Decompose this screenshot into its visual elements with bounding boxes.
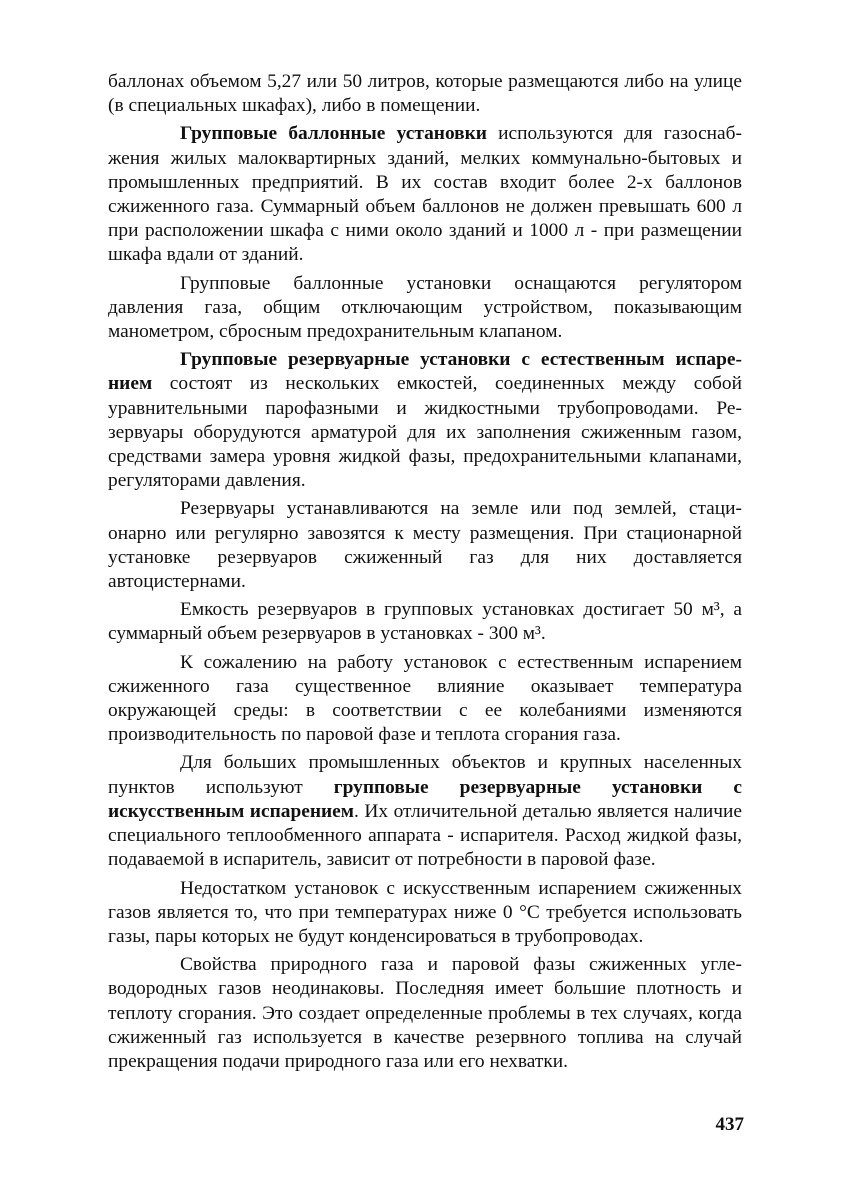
paragraph-text: используются для газоснабжения жилых малоквартирных зданий, мелких коммунально-бытовых и промышленных предприятий. В их состав входит более 2-х баллонов сжиженного газа. Суммарный объем баллонов не должен превышать 600 л при расположении шкафа с ними около зданий и 1000 л - при размещении шкафа вдали от зданий. <box>108 123 742 266</box>
paragraph-7 <box>108 651 742 748</box>
paragraph-text: Для больших промышленных объектов и крупных населенных пунктов используют <box>108 752 742 798</box>
paragraph-text: баллонах объемом 5,27 или 50 литров, которые размещаются либо на улице (в специальных шкафах), либо в помещении. <box>108 71 742 117</box>
paragraph-2 <box>108 122 742 267</box>
paragraph-8 <box>108 751 742 872</box>
paragraph-text: Групповые баллонные установки оснащаются регулятором давления газа, общим отключающим устройством, показывающим манометром, сбросным предохранительным клапаном. <box>108 272 742 343</box>
bold-term: Групповые баллонные установки <box>180 123 487 145</box>
paragraph-6 <box>108 598 742 646</box>
paragraph-1 <box>108 70 742 118</box>
paragraph-text: Резервуары устанавливаются на земле или под землей, стационарно или регулярно завозятся к месту размещения. При стационарной установке резервуаров сжиженный газ для них доставляется автоцистернами. <box>108 498 742 593</box>
paragraph-10 <box>108 953 742 1074</box>
paragraph-text: К сожалению на работу установок с естественным испарением сжиженного газа существенное влияние оказывает температура окружающей среды: в соответствии с ее колебаниями изменяются производительность по паровой фазе и теплота сгорания газа. <box>108 651 742 746</box>
paragraph-9 <box>108 877 742 950</box>
paragraph-text: Недостатком установок с искусственным испарением сжиженных газов является то, что при температурах ниже 0 °С требуется использовать газы, пары которых не будут конденсироваться в трубопроводах. <box>108 877 742 947</box>
paragraph-4 <box>108 348 742 493</box>
paragraph-3 <box>108 272 742 345</box>
paragraph-text: состоят из нескольких емкостей, соединенных между собой уравнительными парофазными и жидкостными трубопроводами. Резервуары оборудуются арматурой для их заполнения сжиженным газом, средствами замера уровня жидкой фазы, предохранительными клапанами, регуляторами давления. <box>108 373 742 492</box>
bold-term: групповые резервуарные установки с искусственным испарением <box>108 776 742 822</box>
body-text <box>108 70 742 1078</box>
bold-term: Групповые резервуарные установки с естественным испарением <box>108 349 742 395</box>
paragraph-5 <box>108 497 742 594</box>
page-number: 437 <box>715 1114 744 1135</box>
paragraph-text-tail: . Их отличительной деталью является наличие специального теплообменного аппарата - испарителя. Расход жидкой фазы, подаваемой в испаритель, зависит от потребности в паровой фазе. <box>108 800 743 871</box>
paragraph-text: Емкость резервуаров в групповых установках достигает 50 м³, а суммарный объем резервуаров в установках - 300 м³. <box>108 599 742 645</box>
paragraph-text: Свойства природного газа и паровой фазы сжиженных углеводородных газов неодинаковы. Последняя имеет большие плотность и теплоту сгорания. Это создает определенные проблемы в тех случаях, когда сжиженный газ используется в качестве резервного топлива на случай прекращения подачи природного газа или его нехватки. <box>108 954 742 1072</box>
